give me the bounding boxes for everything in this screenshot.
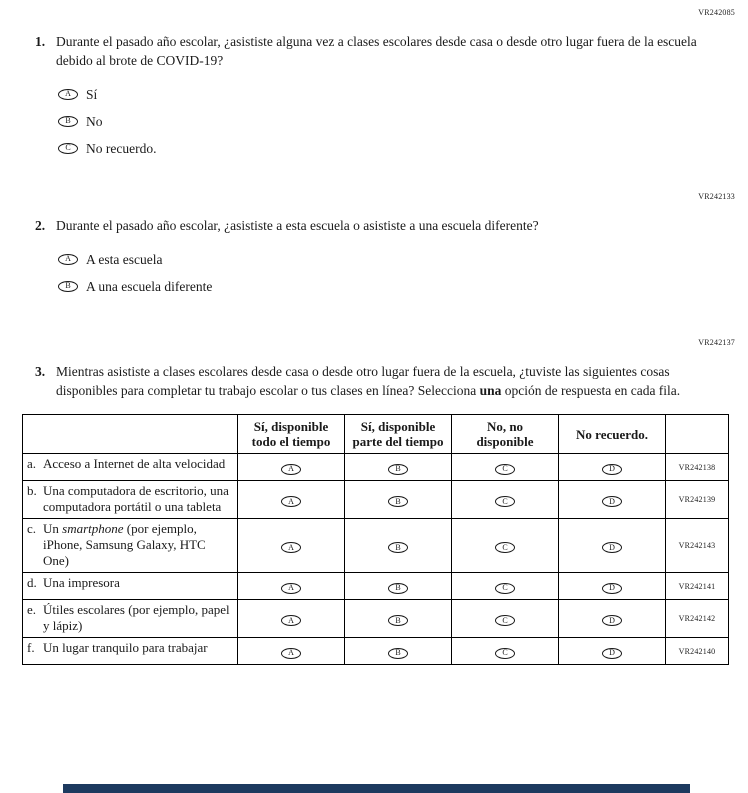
answer-bubble-b[interactable]: B xyxy=(388,583,408,594)
question-3-text-pre: Mientras asististe a clases escolares desde casa o desde otro lugar fuera de la escuela, ¿tuviste las siguientes cosas disponibles para completar tu trabajo escolar o tus clases en línea? Selecciona xyxy=(56,364,670,398)
option-label: A una escuela diferente xyxy=(86,278,213,294)
header-dont-remember: No recuerdo. xyxy=(559,415,666,454)
table-row-a xyxy=(23,454,729,481)
form-code-q2: VR242133 xyxy=(698,192,735,201)
row-e-label: e. Útiles escolares (por ejemplo, papel y lápiz) xyxy=(23,600,238,638)
row-b-code: VR242139 xyxy=(666,481,729,519)
option-q1-a[interactable] xyxy=(58,84,710,104)
row-b-label: b. Una computadora de escritorio, una computadora portátil o una tableta xyxy=(23,481,238,519)
header-sometimes-available: Sí, disponible parte del tiempo xyxy=(345,415,452,454)
question-2-number: 2. xyxy=(35,218,46,233)
question-1-number: 1. xyxy=(35,34,46,49)
row-f-code: VR242140 xyxy=(666,638,729,665)
header-empty-code xyxy=(666,415,729,454)
row-a-label: a. Acceso a Internet de alta velocidad xyxy=(23,454,238,481)
answer-bubble-b[interactable]: B xyxy=(388,615,408,626)
answer-bubble-a[interactable]: A xyxy=(281,583,301,594)
availability-table xyxy=(22,414,729,665)
question-2-options xyxy=(58,249,710,296)
answer-bubble-a[interactable]: A xyxy=(58,254,78,265)
answer-bubble-c[interactable]: C xyxy=(58,143,78,154)
answer-bubble-a[interactable]: A xyxy=(281,615,301,626)
table-row-b xyxy=(23,481,729,519)
answer-bubble-b[interactable]: B xyxy=(58,116,78,127)
row-a-code: VR242138 xyxy=(666,454,729,481)
answer-bubble-b[interactable]: B xyxy=(388,496,408,507)
option-label: Sí xyxy=(86,86,98,102)
question-1-text: Durante el pasado año escolar, ¿asististe alguna vez a clases escolares desde casa o desde otro lugar fuera de la escuela debido al brote de COVID-19? xyxy=(56,34,697,68)
answer-bubble-c[interactable]: C xyxy=(495,542,515,553)
option-q1-b[interactable] xyxy=(58,111,710,131)
answer-bubble-b[interactable]: B xyxy=(388,464,408,475)
question-1 xyxy=(35,32,710,158)
page-footer-bar xyxy=(63,784,690,793)
answer-bubble-d[interactable]: D xyxy=(602,464,622,475)
answer-bubble-d[interactable]: D xyxy=(602,648,622,659)
answer-bubble-d[interactable]: D xyxy=(602,542,622,553)
question-2 xyxy=(35,216,710,296)
option-q2-a[interactable] xyxy=(58,249,710,269)
form-code-q1: VR242085 xyxy=(698,8,735,17)
question-3-text-bold: una xyxy=(479,383,502,398)
answer-bubble-d[interactable]: D xyxy=(602,615,622,626)
answer-bubble-c[interactable]: C xyxy=(495,464,515,475)
row-f-label: f. Un lugar tranquilo para trabajar xyxy=(23,638,238,665)
row-c-code: VR242143 xyxy=(666,519,729,573)
question-3-text-post: opción de respuesta en cada fila. xyxy=(501,383,681,398)
answer-bubble-a[interactable]: A xyxy=(281,542,301,553)
option-label: A esta escuela xyxy=(86,251,163,267)
row-d-code: VR242141 xyxy=(666,573,729,600)
answer-bubble-a[interactable]: A xyxy=(281,464,301,475)
table-row-e xyxy=(23,600,729,638)
answer-bubble-c[interactable]: C xyxy=(495,615,515,626)
question-2-text: Durante el pasado año escolar, ¿asististe a esta escuela o asististe a una escuela diferente? xyxy=(56,218,539,233)
answer-bubble-d[interactable]: D xyxy=(602,496,622,507)
header-always-available: Sí, disponible todo el tiempo xyxy=(238,415,345,454)
form-code-q3: VR242137 xyxy=(698,338,735,347)
answer-bubble-a[interactable]: A xyxy=(281,496,301,507)
answer-bubble-b[interactable]: B xyxy=(388,648,408,659)
answer-bubble-b[interactable]: B xyxy=(388,542,408,553)
answer-bubble-a[interactable]: A xyxy=(281,648,301,659)
question-1-options xyxy=(58,84,710,158)
answer-bubble-c[interactable]: C xyxy=(495,648,515,659)
question-3-text xyxy=(56,362,710,400)
question-3 xyxy=(35,362,710,400)
option-label: No recuerdo. xyxy=(86,140,157,156)
header-empty-item xyxy=(23,415,238,454)
answer-bubble-c[interactable]: C xyxy=(495,583,515,594)
answer-bubble-a[interactable]: A xyxy=(58,89,78,100)
row-e-code: VR242142 xyxy=(666,600,729,638)
row-c-label: c. Un smartphone (por ejemplo, iPhone, Samsung Galaxy, HTC One) xyxy=(23,519,238,573)
table-row-c xyxy=(23,519,729,573)
table-row-f xyxy=(23,638,729,665)
option-q2-b[interactable] xyxy=(58,276,710,296)
answer-bubble-b[interactable]: B xyxy=(58,281,78,292)
question-3-number: 3. xyxy=(35,364,46,379)
row-d-label: d. Una impresora xyxy=(23,573,238,600)
answer-bubble-d[interactable]: D xyxy=(602,583,622,594)
table-row-d xyxy=(23,573,729,600)
header-not-available: No, no disponible xyxy=(452,415,559,454)
option-q1-c[interactable] xyxy=(58,138,710,158)
table-header-row xyxy=(23,415,729,454)
answer-bubble-c[interactable]: C xyxy=(495,496,515,507)
option-label: No xyxy=(86,113,103,129)
